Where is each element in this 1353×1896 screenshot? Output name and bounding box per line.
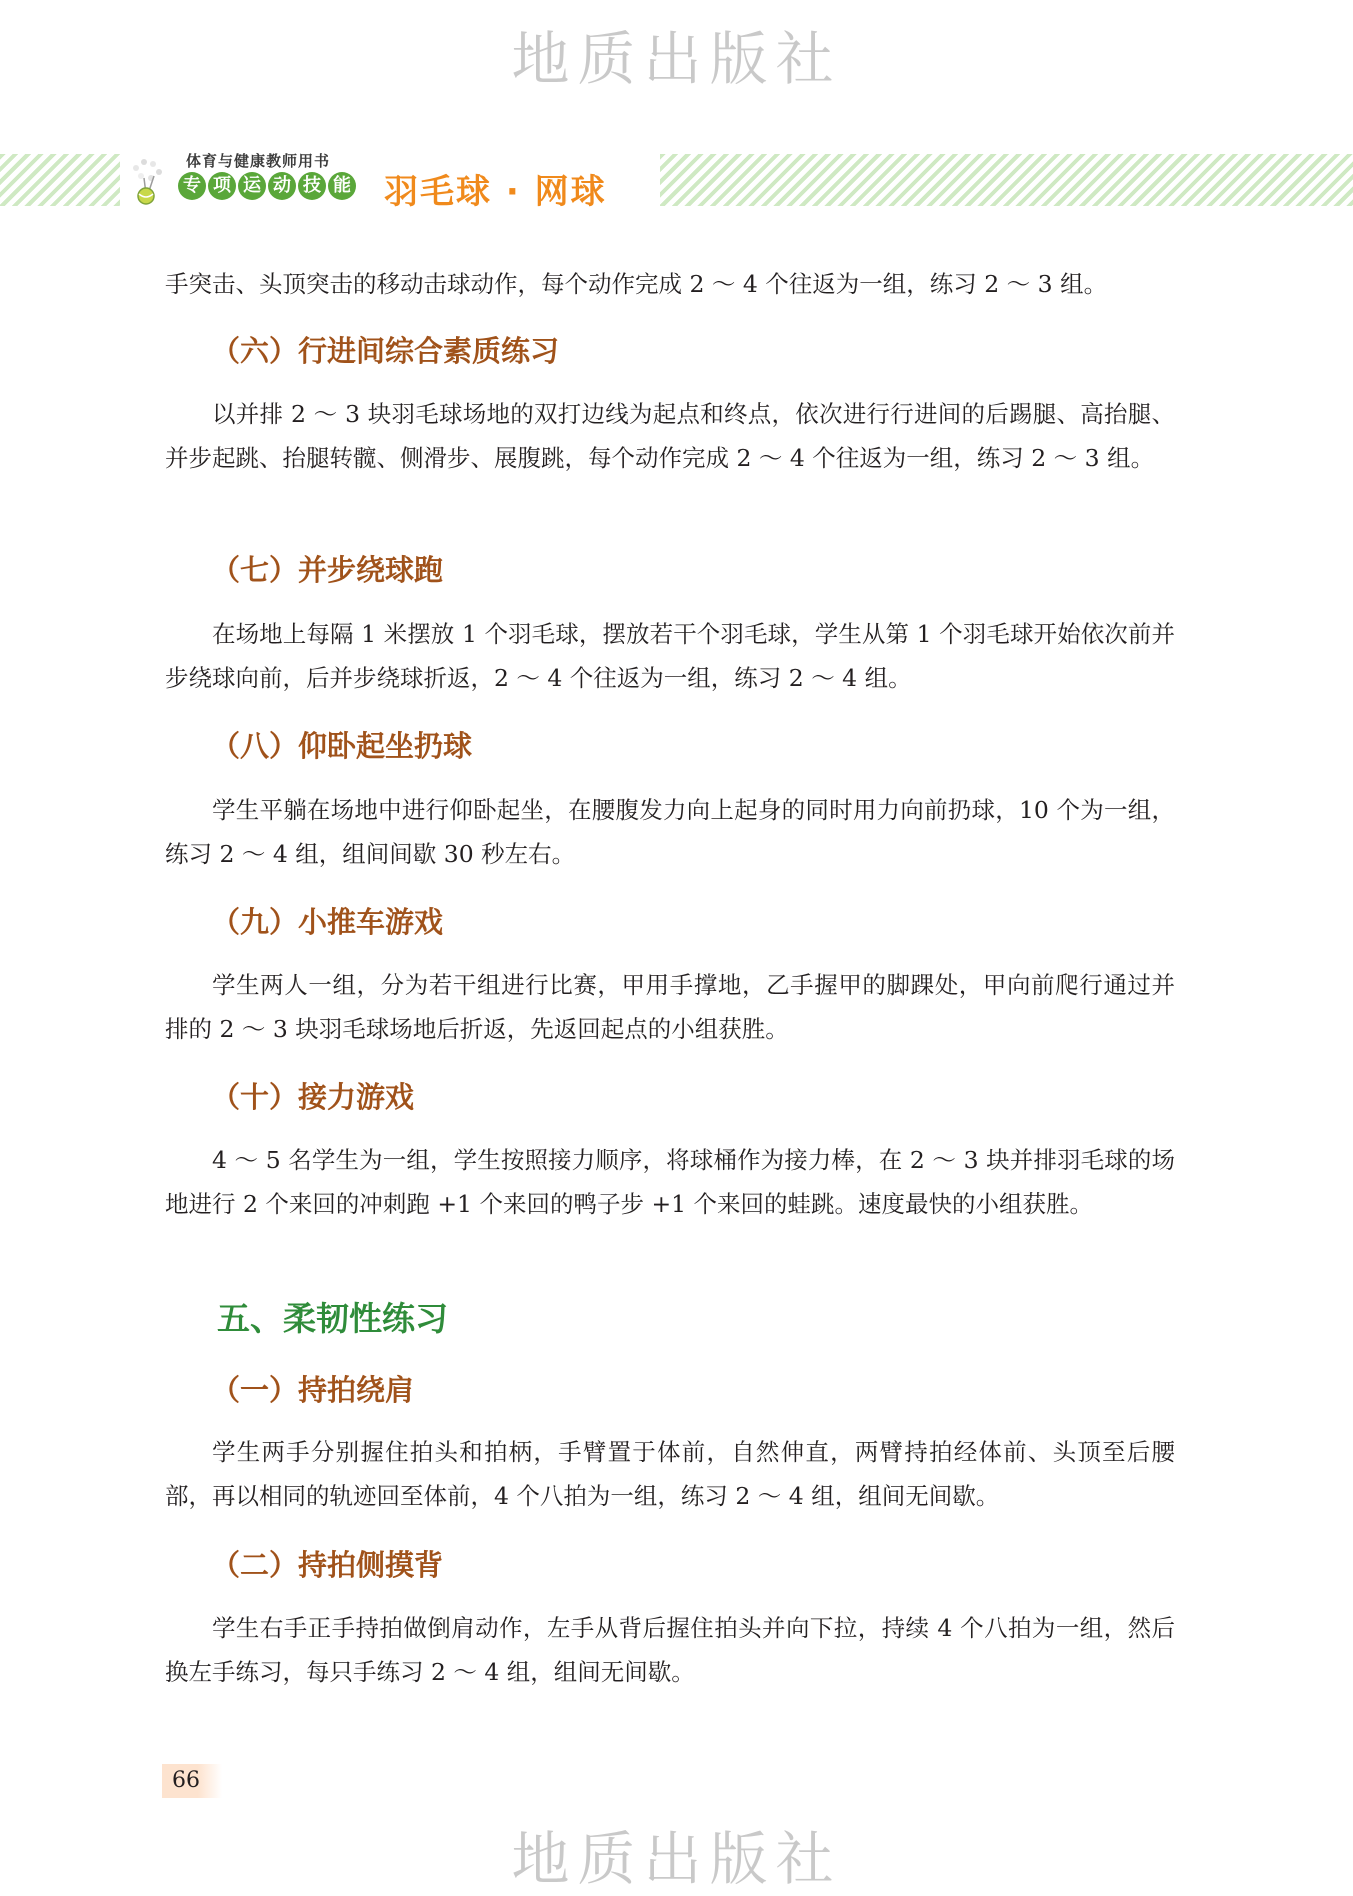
- section-heading: （九）小推车游戏: [211, 905, 444, 939]
- watermark-bottom: 地质出版社: [511, 1825, 842, 1893]
- subtitle-pills: [178, 172, 356, 200]
- banner-stripes-left: [0, 154, 120, 206]
- section-heading: （一）持拍绕肩: [211, 1373, 415, 1407]
- section-6-body: [165, 392, 1175, 480]
- watermark-top: 地质出版社: [511, 25, 842, 93]
- paragraph: 4 ～ 5 名学生为一组，学生按照接力顺序，将球桶作为接力棒，在 2 ～ 3 块并排羽毛球的场地进行 2 个来回的冲刺跑 +1 个来回的鸭子步 +1 个来回的蛙跳。速度最快的小组获胜。: [165, 1146, 1175, 1218]
- section-6: [165, 331, 1175, 371]
- chapter-5: [165, 1297, 1175, 1341]
- paragraph: 以并排 2 ～ 3 块羽毛球场地的双打边线为起点和终点，依次进行行进间的后踢腿、高抬腿、并步起跳、抬腿转髋、侧滑步、展腹跳，每个动作完成 2 ～ 4 个往返为一组，练习 2 ～ 3 组。: [165, 400, 1175, 472]
- section-heading: （二）持拍侧摸背: [211, 1548, 444, 1582]
- paragraph: 学生两人一组，分为若干组进行比赛，甲用手撑地，乙手握甲的脚踝处，甲向前爬行通过并排的 2 ～ 3 块羽毛球场地后折返，先返回起点的小组获胜。: [165, 971, 1175, 1043]
- section-9-body: [165, 963, 1175, 1051]
- section-5-2: [165, 1545, 1175, 1585]
- paragraph: 手突击、头顶突击的移动击球动作，每个动作完成 2 ～ 4 个往返为一组，练习 2 ～ 3 组。: [165, 270, 1108, 298]
- shuttlecock-icon: [124, 154, 172, 206]
- subtitle-pill: 专: [178, 172, 206, 200]
- section-9: [165, 902, 1175, 942]
- banner-stripes-right: [660, 154, 1353, 206]
- header-banner: [0, 150, 1353, 210]
- section-7-body: [165, 612, 1175, 700]
- section-8-body: [165, 788, 1175, 876]
- subtitle-pill: 能: [328, 172, 356, 200]
- paragraph: 学生平躺在场地中进行仰卧起坐，在腰腹发力向上起身的同时用力向前扔球，10 个为一组，练习 2 ～ 4 组，组间间歇 30 秒左右。: [165, 796, 1175, 868]
- section-heading: （十）接力游戏: [211, 1080, 415, 1114]
- section-heading: （八）仰卧起坐扔球: [211, 729, 473, 763]
- chapter-heading: 五、柔韧性练习: [217, 1299, 448, 1338]
- section-10-body: [165, 1138, 1175, 1226]
- subtitle-pill: 项: [208, 172, 236, 200]
- page-number: 66: [162, 1764, 222, 1798]
- subtitle-pill: 技: [298, 172, 326, 200]
- section-heading: （六）行进间综合素质练习: [211, 334, 560, 368]
- section-8: [165, 726, 1175, 766]
- paragraph: 在场地上每隔 1 米摆放 1 个羽毛球，摆放若干个羽毛球，学生从第 1 个羽毛球开始依次前并步绕球向前，后并步绕球折返，2 ～ 4 个往返为一组，练习 2 ～ 4 组。: [165, 620, 1175, 692]
- section-5-1: [165, 1370, 1175, 1410]
- series-label: 体育与健康教师用书: [186, 152, 331, 170]
- book-title: 羽毛球 · 网球: [384, 172, 607, 212]
- paragraph: 学生右手正手持拍做倒肩动作，左手从背后握住拍头并向下拉，持续 4 个八拍为一组，然后换左手练习，每只手练习 2 ～ 4 组，组间无间歇。: [165, 1614, 1175, 1686]
- section-7: [165, 550, 1175, 590]
- section-5-1-body: [165, 1430, 1175, 1518]
- subtitle-pill: 运: [238, 172, 266, 200]
- section-5-2-body: [165, 1606, 1175, 1694]
- subtitle-pill: 动: [268, 172, 296, 200]
- paragraph: 学生两手分别握住拍头和拍柄，手臂置于体前，自然伸直，两臂持拍经体前、头顶至后腰部，再以相同的轨迹回至体前，4 个八拍为一组，练习 2 ～ 4 组，组间无间歇。: [165, 1438, 1175, 1510]
- section-heading: （七）并步绕球跑: [211, 553, 444, 587]
- paragraph-continued: [165, 262, 1175, 306]
- section-10: [165, 1077, 1175, 1117]
